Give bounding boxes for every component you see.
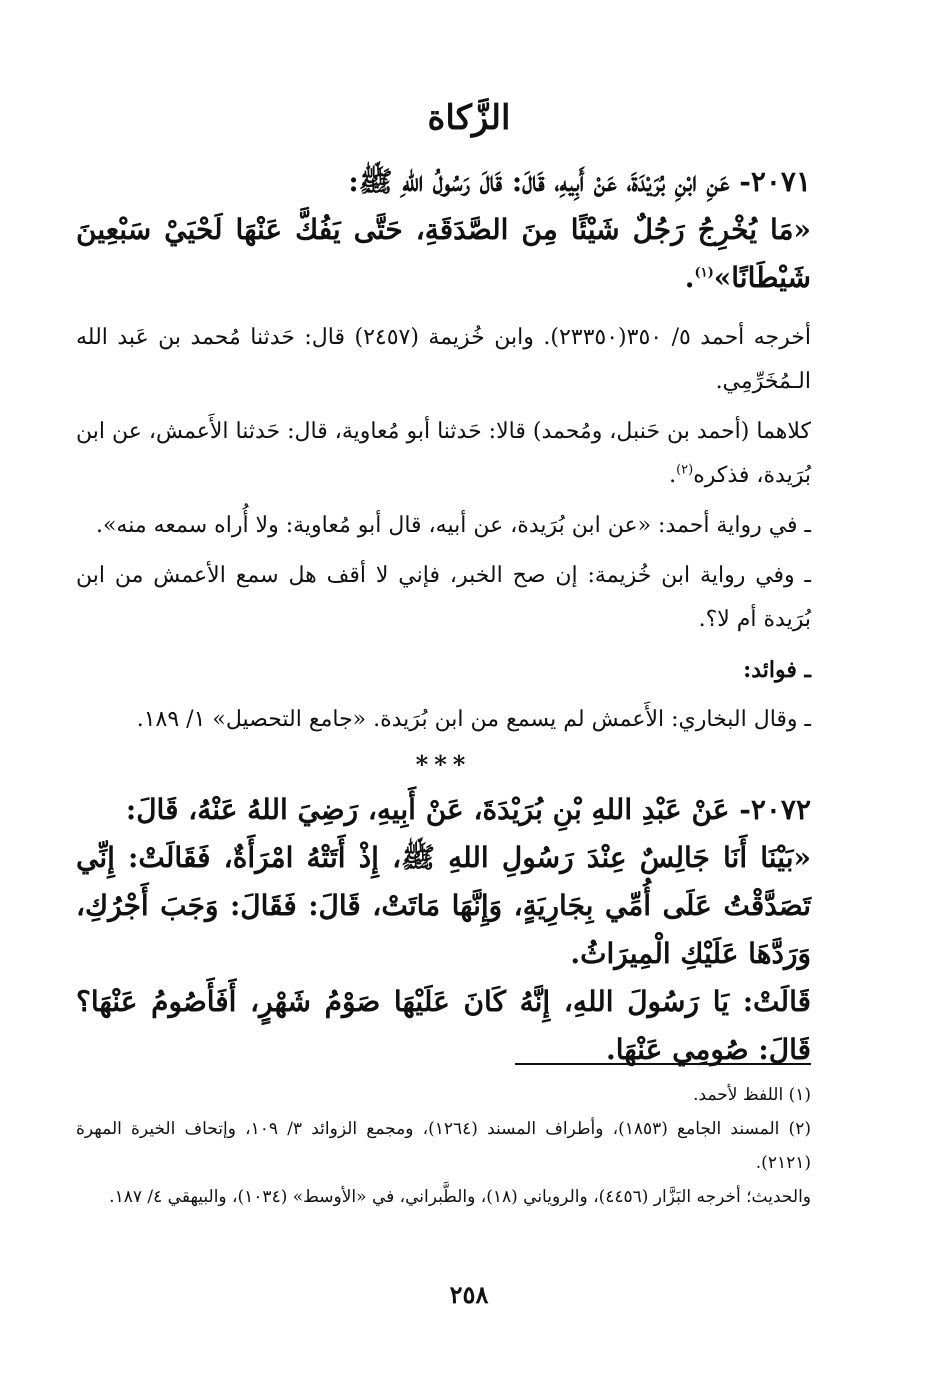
hadith-2072-text-continued: قَالَتْ: يَا رَسُولَ اللهِ، إِنَّهُ كَانَ عَلَيْهَا صَوْمُ شَهْرٍ، أَفَأَصُومُ عَنْهَا؟ قَالَ: صُومِي عَنْهَا. [76,985,811,1066]
hadith-2071-matn: «مَا يُخْرِجُ رَجُلٌ شَيْئًا مِنَ الصَّدَقَةِ، حَتَّى يَفُكَّ عَنْهَا لَحْيَيْ سَبْعِينَ شَيْطَانًا» [76,213,811,294]
footnote-2: (٢) المسند الجامع (١٨٥٣)، وأطراف المسند (١٢٦٤)، ومجمع الزوائد ٣/ ١٠٩، وإتحاف الخيرة المهرة (٢١٢١). [76,1119,811,1173]
footnote-2-continued: والحديث؛ أخرجه البَزَّار (٤٤٥٦)، والروياني (١٨)، والطَّبراني، في «الأوسط» (١٠٣٤)، والبيهقي ٤/ ١٨٧. [109,1187,811,1207]
isnad-paragraph [76,410,811,498]
footnotes [76,1078,811,1214]
fawaid-text: ـ وقال البخاري: الأَعمش لم يسمع من ابن بُرَيدة. «جامع التحصيل» ١/ ١٨٩. [136,707,811,732]
hadith-2072-text: «بَيْنَا أَنَا جَالِسٌ عِنْدَ رَسُولِ اللهِ ﷺ، إِذْ أَتَتْهُ امْرَأَةٌ، فَقَالَتْ: إِنِّي تَصَدَّقْتُ عَلَى أُمِّي بِجَارِيَةٍ، وَإِنَّهَا مَاتَتْ، قَالَ: فَقَالَ: وَجَبَ أَجْرُكِ، وَرَدَّهَا عَلَيْكِ الْمِيرَاثُ. [76,841,811,970]
isnad-text: كلاهما (أحمد بن حَنبل، ومُحمد) قالا: حَدثنا أبو مُعاوية، قال: حَدثنا الأَعمش، عن ابن بُرَيدة، فذكره [76,419,812,488]
footnote-divider [515,1063,811,1065]
footnote-ref-1: (١) [694,265,714,281]
takhrij-paragraph: أخرجه أحمد ٥/ ٣٥٠(٢٣٣٥٠). وابن خُزيمة (٢٤٥٧) قال: حَدثنا مُحمد بن عَبد الله الـمُخَرِّمِي. [76,325,812,394]
hadith-2071-period: . [684,261,695,294]
riwaya-ahmad: ـ في رواية أحمد: «عن ابن بُرَيدة، عن أبيه، قال أبو مُعاوية: ولا أُراه سمعه منه». [95,513,811,538]
main-text [76,158,811,1088]
riwaya-khuzayma: ـ وفي رواية ابن خُزيمة: إن صح الخبر، فإني لا أقف هل سمع الأعمش من ابن بُرَيدة أم لا؟. [76,563,811,632]
hadith-2071-text [76,206,811,302]
isnad-period: . [669,463,677,488]
hadith-2071-heading: ٢٠٧١- عَنِ ابْنِ بُرَيْدَةَ، عَنْ أَبِيهِ، قَالَ: قَالَ رَسُولُ اللهِ ﷺ: [348,165,811,198]
footnote-1: (١) اللفظ لأحمد. [693,1085,811,1105]
hadith-2072-heading: ٢٠٧٢- عَنْ عَبْدِ اللهِ بْنِ بُرَيْدَةَ، عَنْ أَبِيهِ، رَضِيَ اللهُ عَنْهُ، قَالَ: [125,793,811,826]
fawaid-label: ـ فوائد: [743,657,811,683]
chapter-title: الزَّكاة [427,98,511,138]
footnote-ref-2: (٢) [676,462,694,478]
page-number: ٢٥٨ [449,1280,489,1309]
section-separator: *** [415,750,472,779]
